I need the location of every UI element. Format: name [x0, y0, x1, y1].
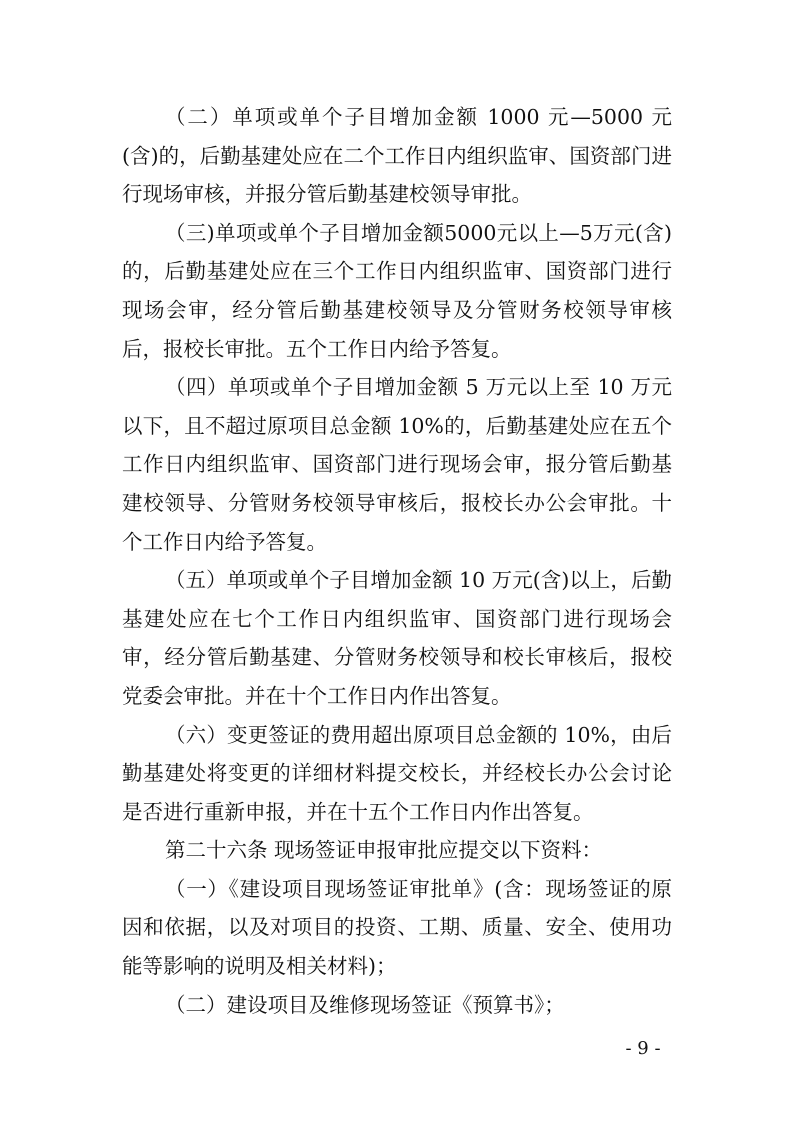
paragraph-increase-50000-100000: （四）单项或单个子目增加金额 5 万元以上至 10 万元以下，且不超过原项目总金额 10%的，后勤基建处应在五个工作日内组织监审、国资部门进行现场会审，报分管后勤基建校领导、分管财务校领导审核后，报校长办公会审批。十个工作日内给予答复。	[122, 375, 672, 554]
paragraph-budget-book: （二）建设项目及维修现场签证《预算书》；	[165, 992, 565, 1017]
paragraph-exceed-10-percent: （六）变更签证的费用超出原项目总金额的 10%，由后勤基建处将变更的详细材料提交校长，并经校长办公会讨论是否进行重新申报，并在十五个工作日内作出答复。	[122, 722, 672, 824]
paragraph-increase-over-100000: （五）单项或单个子目增加金额 10 万元(含)以上，后勤基建处应在七个工作日内组织监审、国资部门进行现场会审，经分管后勤基建、分管财务校领导和校长审核后，报校党委会审批。并在十个工作日内作出答复。	[122, 568, 672, 708]
paragraph-increase-5000-50000: （三)单项或单个子目增加金额5000元以上—5万元(含)的，后勤基建处应在三个工作日内组织监审、国资部门进行现场会审，经分管后勤基建校领导及分管财务校领导审核后，报校长审批。五个工作日内给予答复。	[122, 220, 672, 361]
article-26-heading: 第二十六条 现场签证申报审批应提交以下资料：	[165, 838, 603, 863]
page-number: - 9 -	[625, 1038, 661, 1059]
paragraph-approval-form: （一）《建设项目现场签证审批单》(含：现场签证的原因和依据，以及对项目的投资、工期、质量、安全、使用功能等影响的说明及相关材料)；	[122, 876, 672, 979]
paragraph-increase-1000-5000: （二）单项或单个子目增加金额 1000 元—5000 元(含)的，后勤基建处应在二个工作日内组织监审、国资部门进行现场审核，并报分管后勤基建校领导审批。	[122, 105, 672, 207]
document-body	[122, 98, 672, 1024]
